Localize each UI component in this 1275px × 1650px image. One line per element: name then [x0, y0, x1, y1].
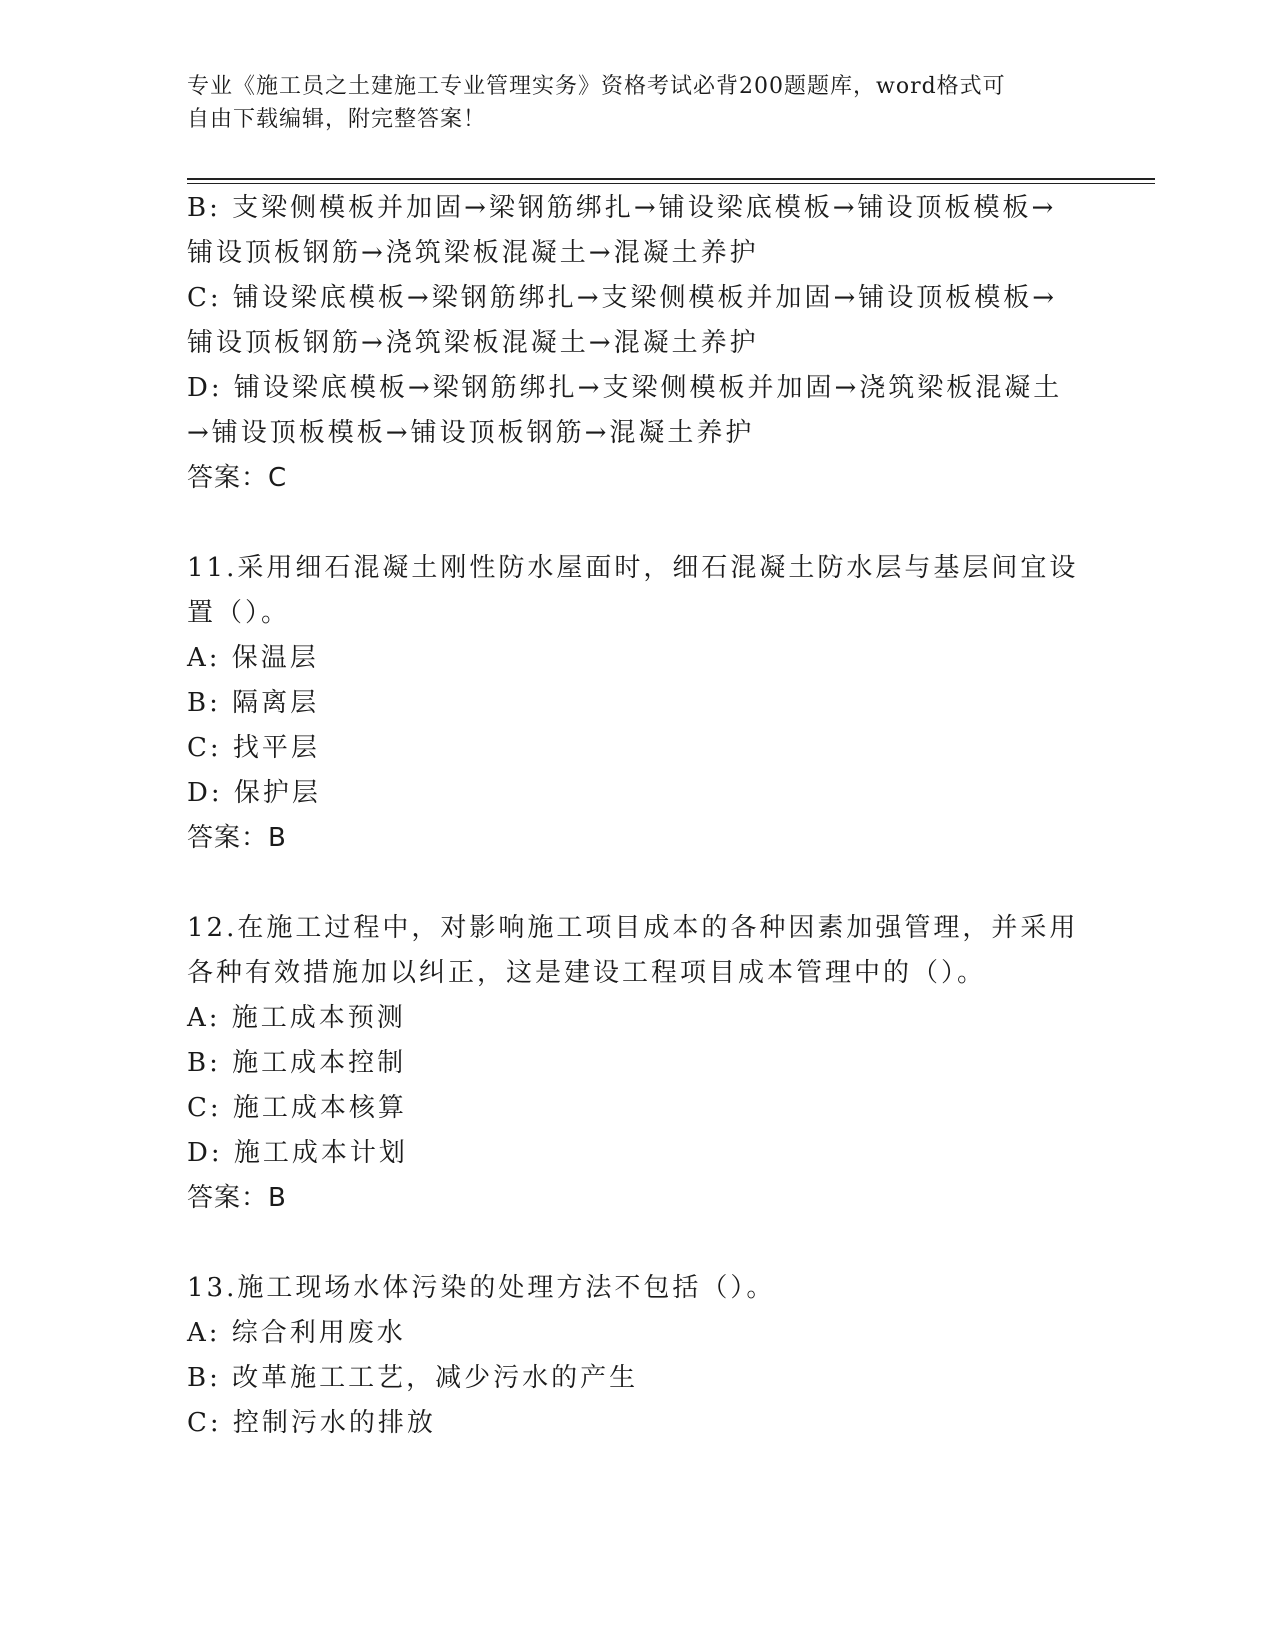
q11-stem-line-1: 11.采用细石混凝土刚性防水屋面时，细石混凝土防水层与基层间宜设 [187, 553, 1079, 583]
prev-option-b-line-1: B: 支梁侧模板并加固→梁钢筋绑扎→铺设梁底模板→铺设顶板模板→ [187, 193, 1057, 223]
header-title-line-1: 专业《施工员之土建施工专业管理实务》资格考试必背200题题库，word格式可 [187, 74, 1006, 99]
q12-option-d: D: 施工成本计划 [187, 1138, 408, 1168]
q11-option-a: A: 保温层 [187, 643, 319, 673]
q12-answer: 答案：B [187, 1183, 287, 1213]
document-header [187, 70, 1067, 136]
prev-option-d-line-2: →铺设顶板模板→铺设顶板钢筋→混凝土养护 [187, 418, 755, 448]
q12-option-b: B: 施工成本控制 [187, 1048, 407, 1078]
q11-stem-line-2: 置（）。 [187, 598, 291, 628]
q13-option-a: A: 综合利用废水 [187, 1318, 406, 1348]
q11-option-c: C: 找平层 [187, 733, 320, 763]
prev-option-c-line-1: C: 铺设梁底模板→梁钢筋绑扎→支梁侧模板并加固→铺设顶板模板→ [187, 283, 1058, 313]
prev-answer: 答案：C [187, 463, 288, 493]
header-title-line-2: 自由下载编辑，附完整答案！ [187, 107, 487, 132]
prev-option-d-line-1: D: 铺设梁底模板→梁钢筋绑扎→支梁侧模板并加固→浇筑梁板混凝土 [187, 373, 1063, 403]
prev-option-b-line-2: 铺设顶板钢筋→浇筑梁板混凝土→混凝土养护 [187, 238, 759, 268]
q12-stem-line-1: 12.在施工过程中，对影响施工项目成本的各种因素加强管理，并采用 [187, 913, 1079, 943]
q11-option-d: D: 保护层 [187, 778, 321, 808]
q13-stem-line-1: 13.施工现场水体污染的处理方法不包括（）。 [187, 1273, 776, 1303]
q13-option-c: C: 控制污水的排放 [187, 1408, 436, 1438]
prev-option-c-line-2: 铺设顶板钢筋→浇筑梁板混凝土→混凝土养护 [187, 328, 759, 358]
q11-answer: 答案：B [187, 823, 287, 853]
q13-option-b: B: 改革施工工艺，减少污水的产生 [187, 1363, 639, 1393]
q12-option-c: C: 施工成本核算 [187, 1093, 407, 1123]
q12-option-a: A: 施工成本预测 [187, 1003, 406, 1033]
q11-option-b: B: 隔离层 [187, 688, 320, 718]
q12-stem-line-2: 各种有效措施加以纠正，这是建设工程项目成本管理中的（）。 [187, 958, 987, 988]
header-divider [187, 178, 1155, 184]
